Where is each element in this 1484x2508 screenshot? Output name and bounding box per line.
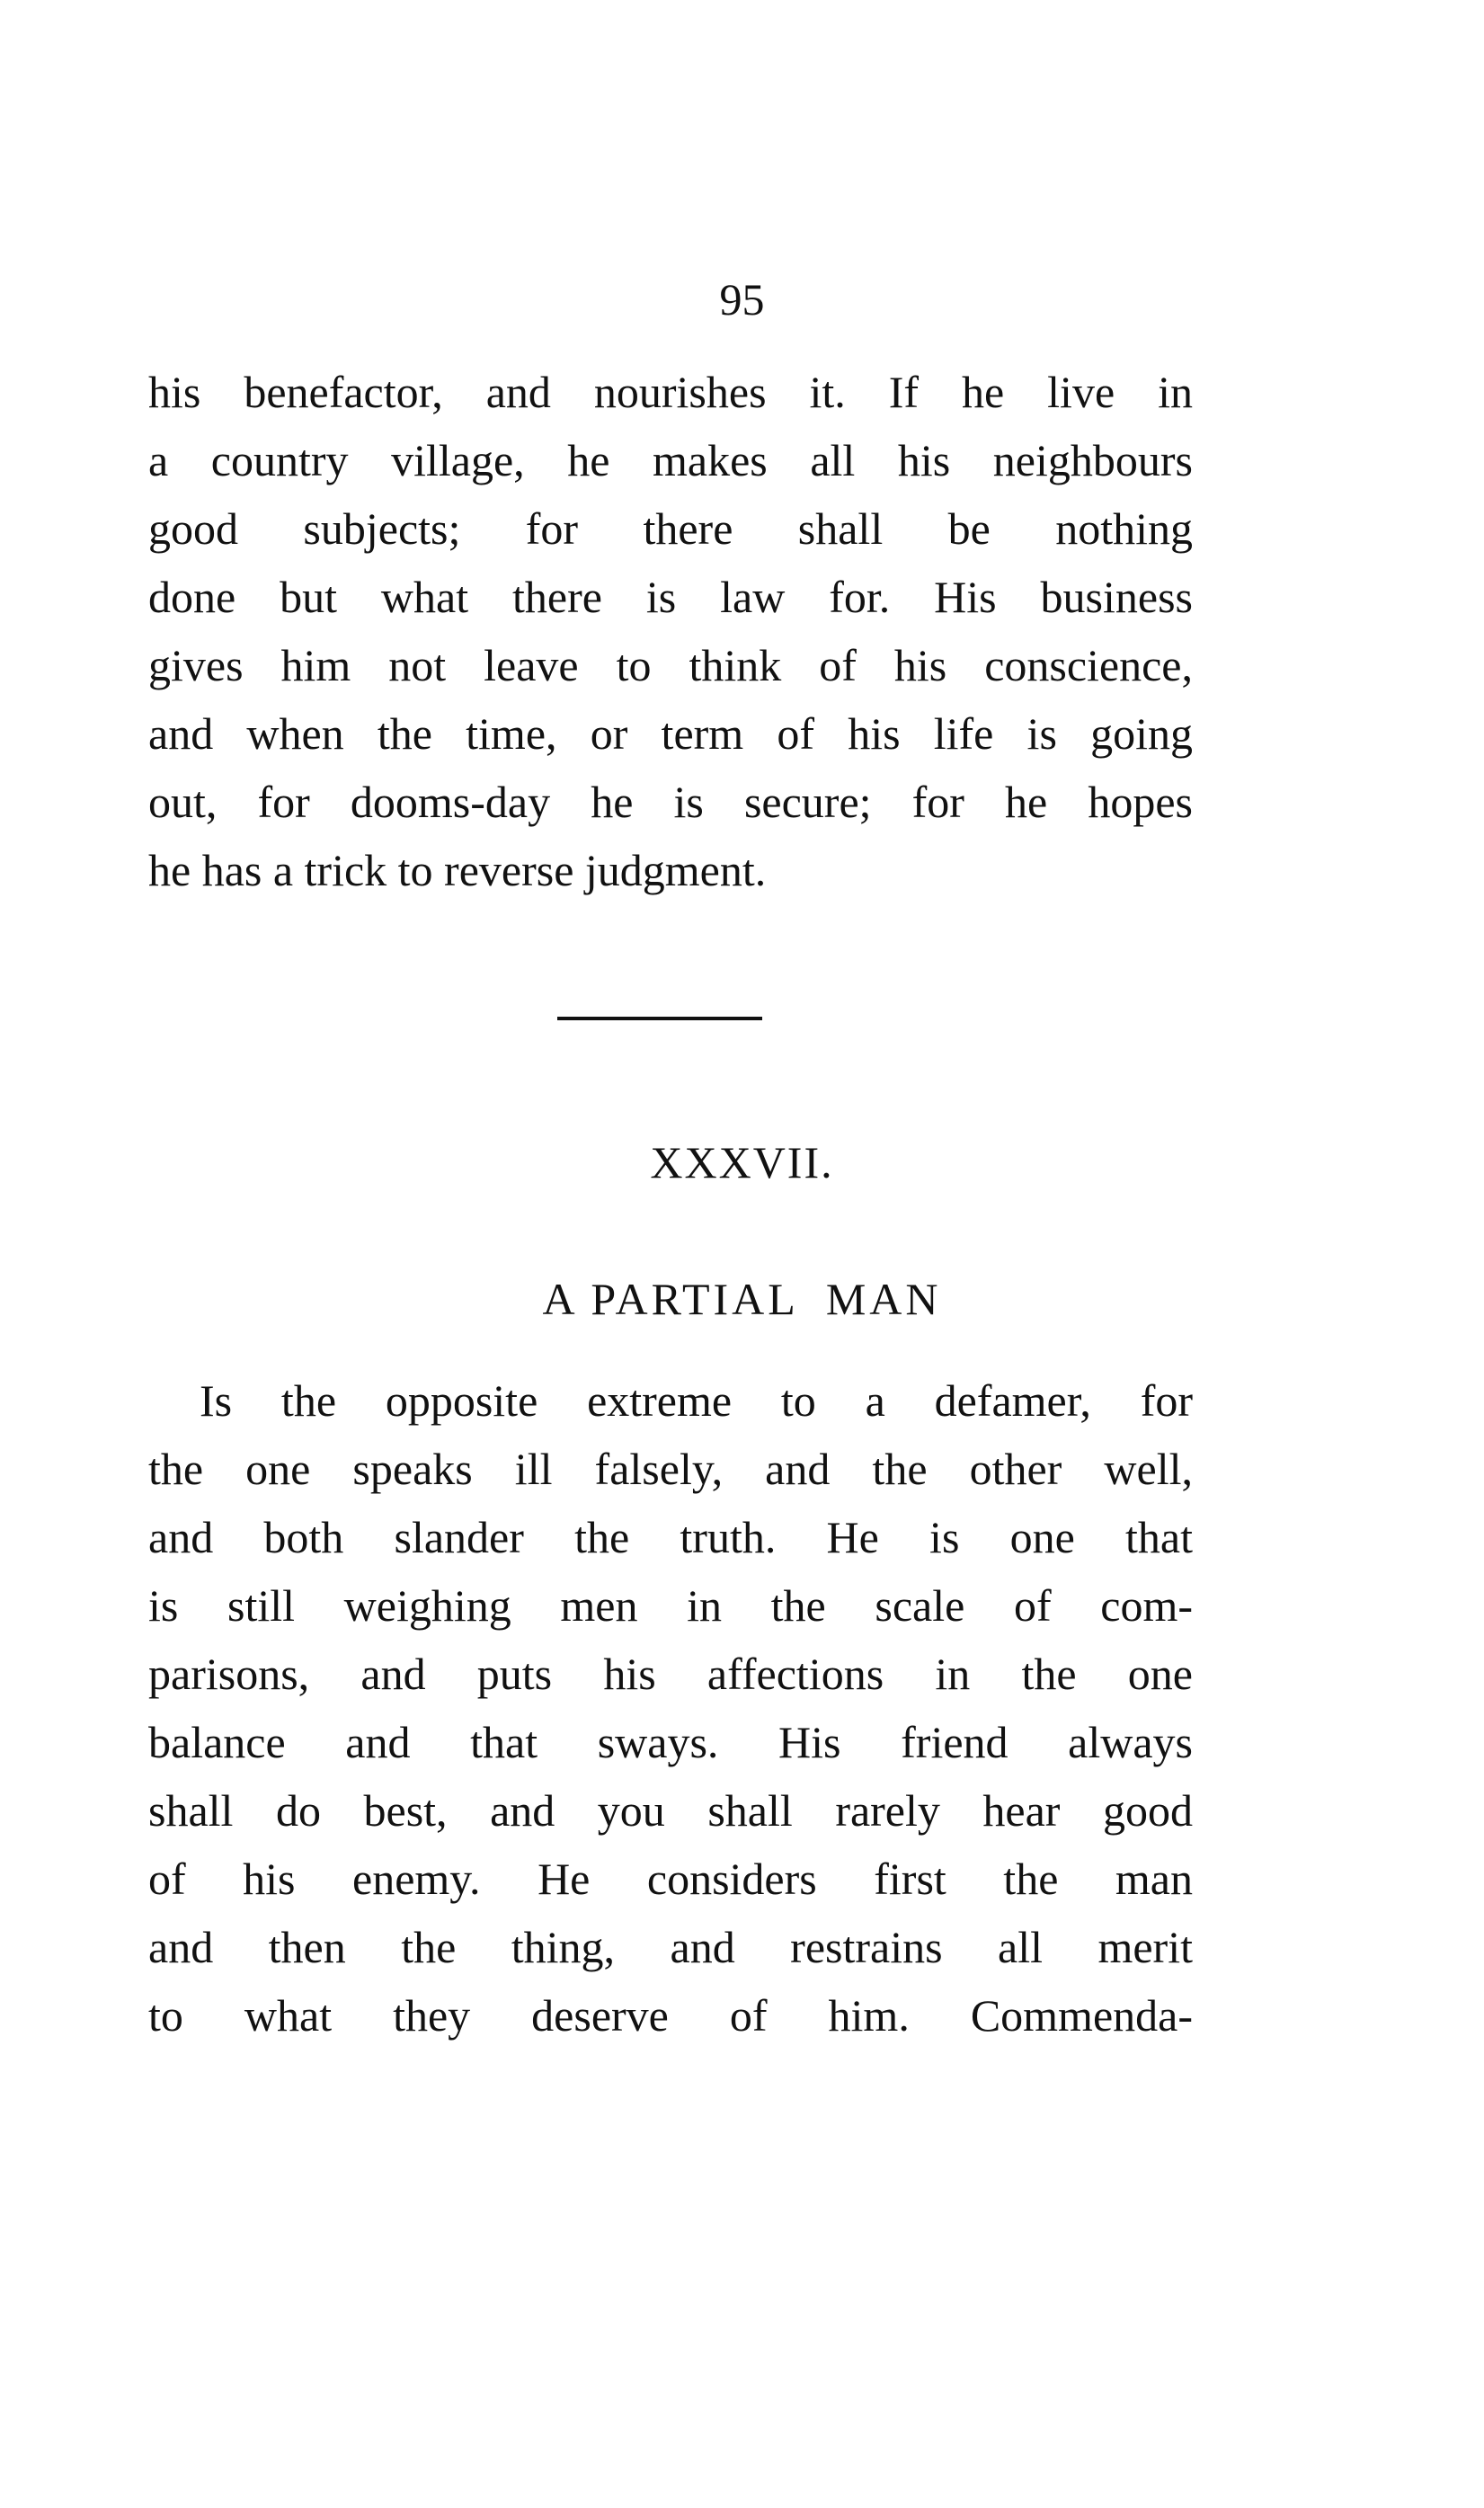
section-number: XXXVII.: [650, 1137, 834, 1187]
section-paragraph: [148, 1366, 1193, 2050]
text-line: parisons, and puts his affections in the one: [148, 1649, 1193, 1699]
text-line: shall do best, and you shall rarely hear good: [148, 1785, 1193, 1836]
text-line: out, for dooms-day he is secure; for he hopes: [148, 777, 1193, 827]
text-line: and then the thing, and restrains all merit: [148, 1922, 1193, 1972]
section-divider: [557, 1017, 762, 1020]
text-line: Is the opposite extreme to a defamer, for: [200, 1375, 1193, 1426]
section-title-second: MAN: [825, 1274, 942, 1324]
text-line: the one speaks ill falsely, and the other well,: [148, 1444, 1193, 1494]
section-title: [0, 1267, 1484, 1330]
text-line: and when the time, or term of his life is going: [148, 708, 1193, 759]
text-line: his benefactor, and nourishes it. If he live in: [148, 367, 1193, 417]
text-line: is still weighing men in the scale of com-: [148, 1580, 1193, 1631]
text-line: done but what there is law for. His business: [148, 572, 1193, 622]
text-line: good subjects; for there shall be nothing: [148, 503, 1193, 554]
text-line: balance and that sways. His friend always: [148, 1717, 1193, 1767]
text-line: a country village, he makes all his neighbours: [148, 435, 1193, 485]
text-line: to what they deserve of him. Commenda-: [148, 1990, 1193, 2041]
page-number: 95: [719, 274, 765, 325]
text-line: gives him not leave to think of his conscience,: [148, 640, 1193, 690]
text-line: he has a trick to reverse judgment.: [148, 845, 767, 895]
continued-paragraph: [148, 358, 1193, 904]
text-line: of his enemy. He considers first the man: [148, 1854, 1193, 1904]
section-title-first: A PARTIAL: [542, 1274, 799, 1324]
text-line: and both slander the truth. He is one that: [148, 1512, 1193, 1562]
